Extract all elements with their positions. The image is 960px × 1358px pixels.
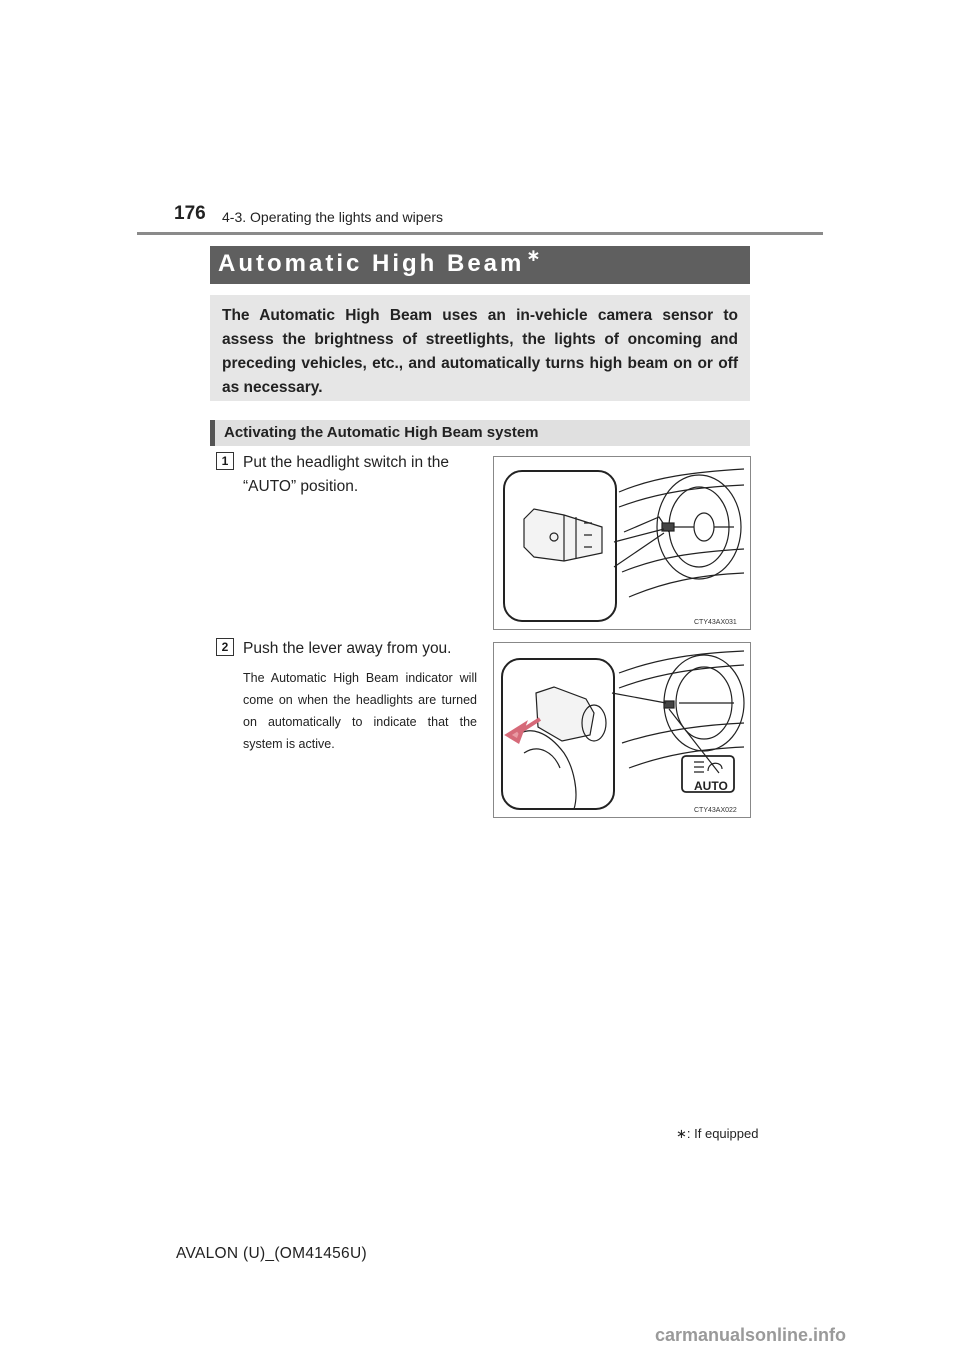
headlight-switch-illustration [494, 457, 750, 629]
equipped-asterisk: ∗ [526, 246, 541, 265]
footnote-asterisk: ∗ [676, 1126, 687, 1141]
lever-push-illustration [494, 643, 750, 817]
header-divider [137, 232, 823, 235]
manual-footer: AVALON (U)_(OM41456U) [176, 1245, 367, 1262]
step-number-2: 2 [216, 638, 234, 656]
watermark: carmanualsonline.info [655, 1325, 847, 1345]
subsection-title: Activating the Automatic High Beam system [224, 424, 539, 441]
auto-indicator-label: AUTO [694, 779, 728, 793]
figure-1-code: CTY43AX031 [694, 619, 737, 626]
intro-box [210, 295, 750, 401]
page-title-bar [210, 246, 750, 284]
step-number-1: 1 [216, 452, 234, 470]
figure-headlight-switch [493, 456, 751, 630]
figure-lever-push [493, 642, 751, 818]
page-number: 176 [174, 203, 206, 224]
intro-text: The Automatic High Beam uses an in-vehicle camera sensor to assess the brightness of streetlights, the lights of oncoming and preceding vehicles, etc., and automatically turns high beam on or off as necessary. [222, 307, 738, 396]
footnote-text: : If equipped [686, 1126, 759, 1141]
push-direction-arrow-icon [508, 719, 540, 741]
subsection-bar [210, 420, 750, 446]
section-reference: 4-3. Operating the lights and wipers [222, 209, 444, 225]
figure-2-code: CTY43AX022 [694, 807, 737, 814]
subsection-accent [210, 420, 215, 446]
step-1-text: Put the headlight switch in the “AUTO” position. [243, 454, 449, 495]
page-title-text: Automatic High Beam [218, 250, 525, 277]
step-2-note: The Automatic High Beam indicator will come on when the headlights are turned on automatically to indicate that the system is active. [243, 671, 477, 751]
equipped-footnote [676, 1126, 758, 1142]
page-title [218, 246, 541, 278]
step-2-text: Push the lever away from you. [243, 640, 452, 657]
